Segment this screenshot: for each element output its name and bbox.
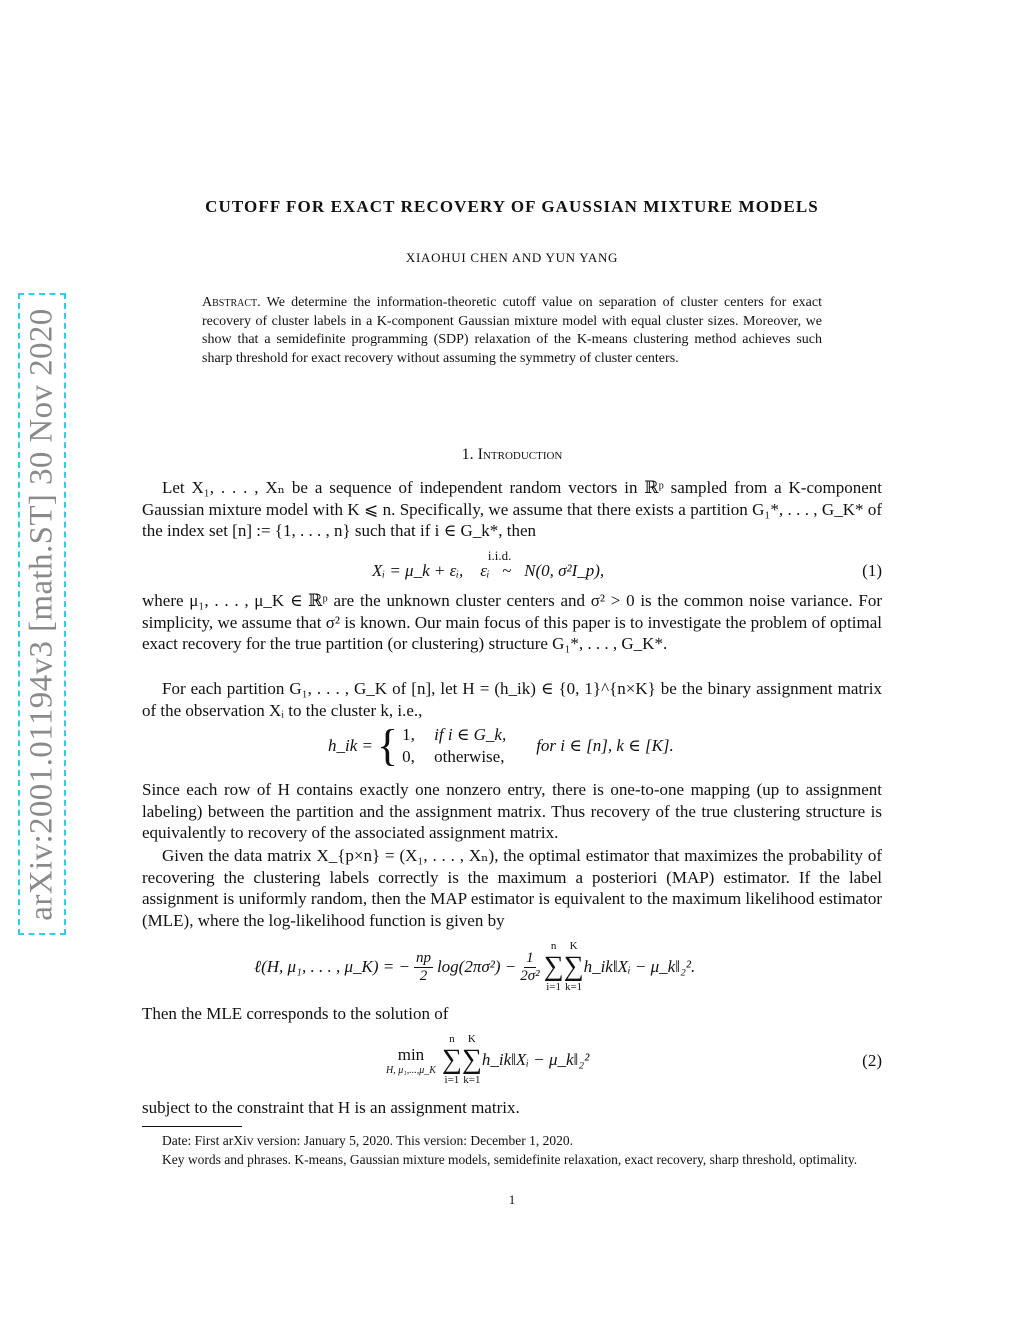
- section-heading: [0, 446, 1024, 464]
- case1-value: 1,: [402, 725, 415, 744]
- loglik-frac2-numerator: 1: [526, 949, 534, 966]
- eq1-epsilon: εᵢ: [480, 561, 490, 580]
- loglik-term: h_ik‖Xᵢ − μ_k‖₂².: [583, 957, 696, 976]
- cases-range: for i ∈ [n], k ∈ [K].: [536, 736, 674, 755]
- paper-authors: XIAOHUI CHEN AND YUN YANG: [405, 250, 619, 265]
- arxiv-identifier: arXiv:2001.01194v3 [math.ST] 30 Nov 2020: [23, 307, 60, 921]
- page-number: 1: [508, 1192, 516, 1207]
- paragraph-6: Then the MLE corresponds to the solution of: [142, 1004, 449, 1023]
- loglik-fraction-1: [414, 950, 433, 985]
- eq2-min-subscript: H, μ₁,...,μ_K: [386, 1064, 436, 1076]
- footnote-rule: [142, 1126, 242, 1127]
- loglik-frac2-denominator: 2σ²: [520, 967, 540, 984]
- paragraph-1: Let X₁, . . . , Xₙ be a sequence of independent random vectors in ℝᵖ sampled from a K-component Gaussian mixture model with K ⩽ n. Specifically, we assume that there exists a partition G₁*, . . . , G_K* of the index set [n] := {1, . . . , n} such that if i ∈ G_k*, then: [142, 478, 882, 540]
- loglik-frac1-denominator: 2: [419, 967, 428, 984]
- sum-i-lower: i=1: [546, 981, 561, 993]
- eq2-sum-over-i-icon: n ∑ i=1: [441, 1033, 462, 1086]
- abstract: [202, 294, 822, 368]
- eq2-sum-i-lower: i=1: [444, 1074, 460, 1086]
- sum-i-upper: n: [550, 940, 557, 952]
- sum-over-k-icon: K ∑ k=1: [563, 940, 584, 993]
- sum-over-i-icon: n ∑ i=1: [543, 940, 564, 993]
- section-number: 1.: [461, 446, 474, 463]
- case2-value: 0,: [402, 747, 415, 766]
- loglik-middle: log(2πσ²) −: [436, 957, 517, 976]
- equation-number-2: (2): [862, 1051, 882, 1070]
- loglik-frac1-numerator: np: [415, 949, 431, 966]
- left-brace-icon: {: [377, 721, 399, 770]
- eq2-sum-k-lower: k=1: [463, 1074, 481, 1086]
- paragraph-7: subject to the constraint that H is an assignment matrix.: [142, 1098, 520, 1117]
- footnote-date: Date: First arXiv version: January 5, 2020. This version: December 1, 2020.: [162, 1133, 574, 1148]
- abstract-text: We determine the information-theoretic cutoff value on separation of cluster centers for exact recovery of cluster labels in a K-component Gaussian mixture model with equal cluster sizes. Moreover, we show that a semidefinite programming (SDP) relaxation of the K-means clustering method achieves such sharp threshold for exact recovery without assuming the symmetry of cluster centers.: [202, 295, 822, 366]
- eq2-sum-i-upper: n: [449, 1033, 455, 1045]
- loglik-fraction-2: [520, 950, 539, 985]
- paragraph-3: For each partition G₁, . . . , G_K of [n], let H = (h_ik) ∈ {0, 1}^{n×K} be the binary assignment matrix of the observation Xᵢ to the cluster k, i.e.,: [142, 679, 882, 720]
- eq2-sum-over-k-icon: K ∑ k=1: [461, 1033, 482, 1086]
- eq1-right: N(0, σ²I_p),: [524, 561, 605, 580]
- cases-lhs: h_ik =: [328, 736, 373, 755]
- eq2-min: min: [397, 1044, 425, 1064]
- loglik-lhs: ℓ(H, μ₁, . . . , μ_K) = −: [254, 957, 410, 976]
- sum-k-upper: K: [569, 940, 578, 952]
- eq2-min-operator: [386, 1045, 436, 1076]
- footnote-keywords: Key words and phrases. K-means, Gaussian mixture models, semidefinite relaxation, exact recovery, sharp threshold, optimality.: [162, 1152, 858, 1167]
- section-title: Introduction: [477, 446, 563, 463]
- abstract-label: Abstract.: [202, 295, 261, 310]
- eq1-iid: i.i.d.: [487, 548, 512, 563]
- paragraph-4: Since each row of H contains exactly one nonzero entry, there is one-to-one mapping (up to assignment labeling) between the partition and the assignment matrix. Thus recovery of the true clustering structure is equivalently to recovery of the associated assignment matrix.: [142, 780, 882, 842]
- paragraph-2: where μ₁, . . . , μ_K ∈ ℝᵖ are the unknown cluster centers and σ² > 0 is the common noise variance. For simplicity, we assume that σ² is known. Our main focus of this paper is to investigate the problem of optimal exact recovery for the true partition (or clustering) structure G₁*, . . . , G_K*.: [142, 591, 882, 653]
- arxiv-watermark: [18, 293, 66, 935]
- case2-condition: otherwise,: [434, 747, 505, 766]
- equation-number-1: (1): [862, 561, 882, 580]
- eq2-term: h_ik‖Xᵢ − μ_k‖₂²: [481, 1050, 590, 1069]
- eq1-left: Xᵢ = μ_k + εᵢ,: [372, 561, 464, 580]
- sum-k-lower: k=1: [564, 981, 583, 993]
- case1-condition: if i ∈ G_k,: [434, 725, 507, 744]
- paper-title: CUTOFF FOR EXACT RECOVERY OF GAUSSIAN MIXTURE MODELS: [205, 197, 819, 216]
- paragraph-5: Given the data matrix X_{p×n} = (X₁, . . . , Xₙ), the optimal estimator that maximizes the probability of recovering the clustering labels correctly is the maximum a posteriori (MAP) estimator. If the label assignment is uniformly random, then the MAP estimator is equivalent to the maximum likelihood estimator (MLE), where the log-likelihood function is given by: [142, 846, 882, 930]
- eq2-sum-k-upper: K: [467, 1033, 476, 1045]
